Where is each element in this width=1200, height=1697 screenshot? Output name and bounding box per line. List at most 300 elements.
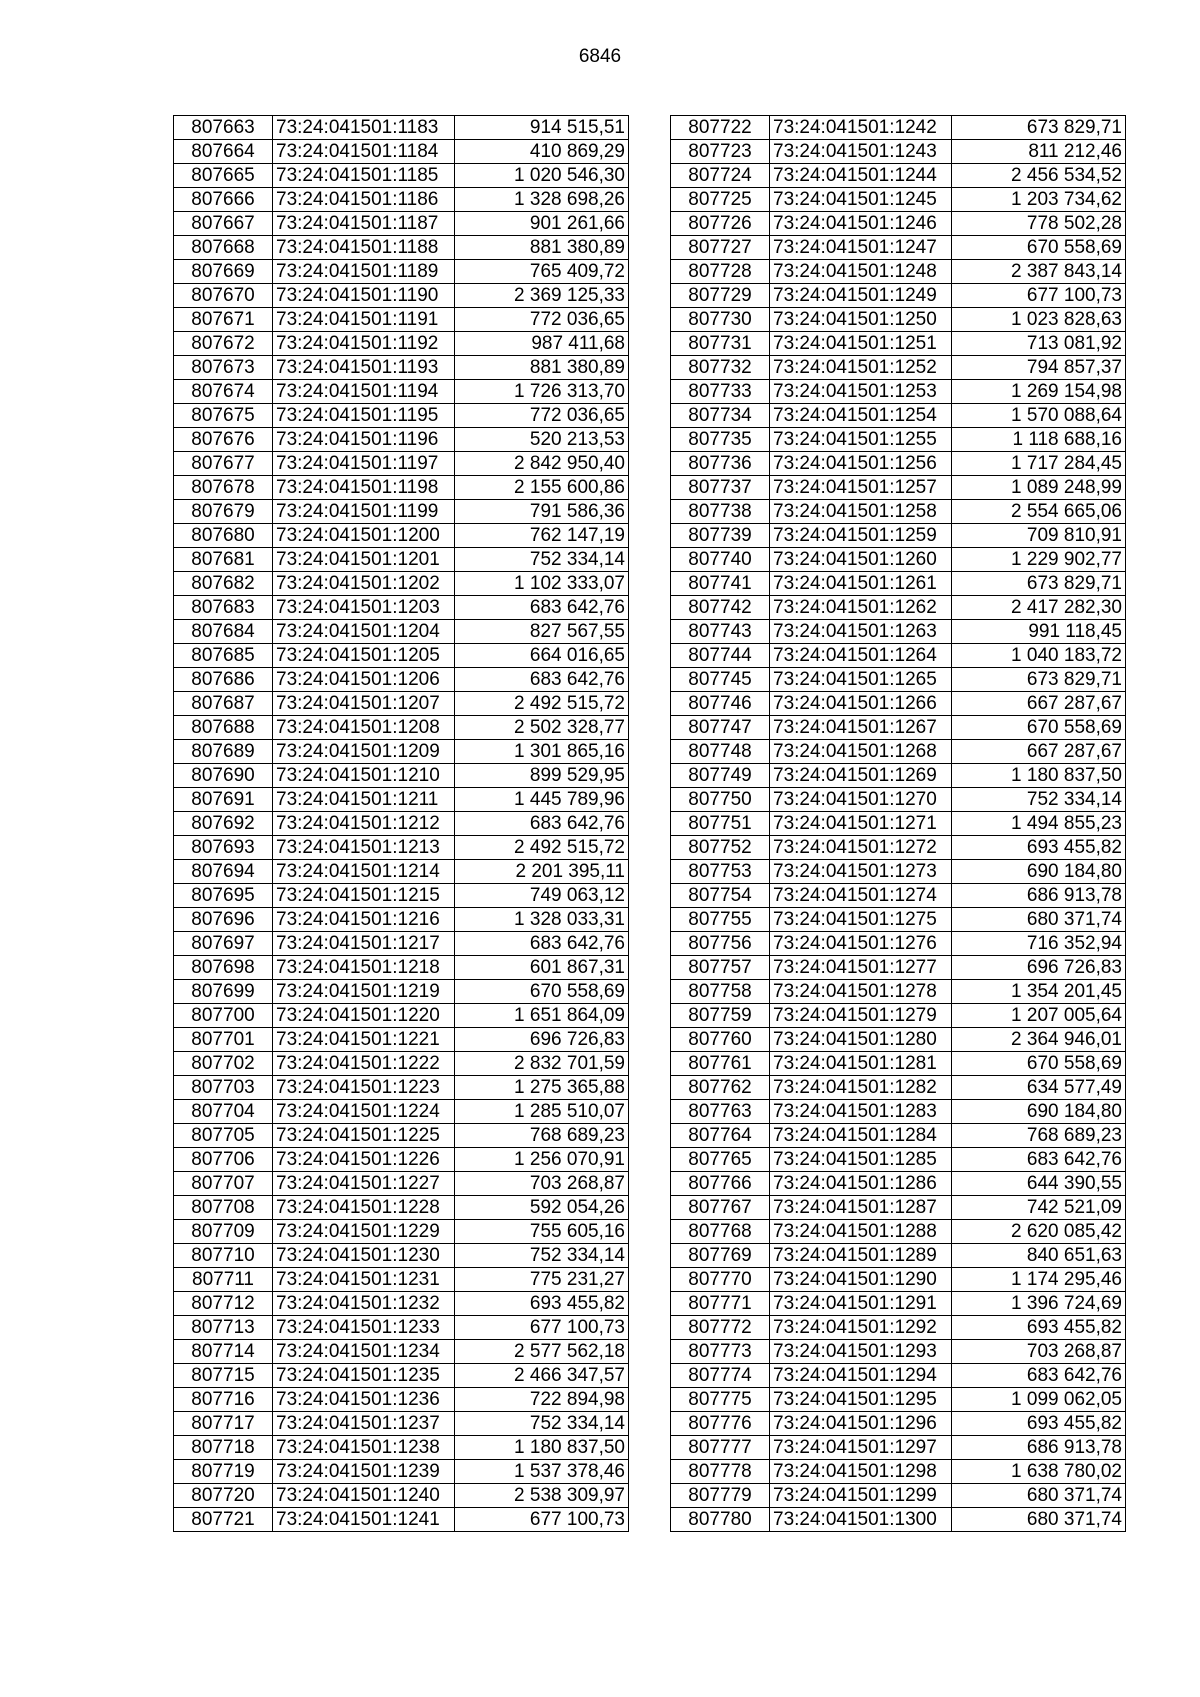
- value-cell: 775 231,27: [455, 1268, 629, 1292]
- row-number-cell: 807664: [174, 140, 273, 164]
- value-cell: 1 396 724,69: [952, 1292, 1126, 1316]
- table-row: [671, 596, 1126, 620]
- table-row: [174, 1196, 629, 1220]
- row-number-cell: 807723: [671, 140, 770, 164]
- cadastral-number-cell: 73:24:041501:1260: [770, 548, 952, 572]
- row-number-cell: 807765: [671, 1148, 770, 1172]
- cadastral-number-cell: 73:24:041501:1263: [770, 620, 952, 644]
- value-cell: 1 040 183,72: [952, 644, 1126, 668]
- value-cell: 2 155 600,86: [455, 476, 629, 500]
- cadastral-number-cell: 73:24:041501:1189: [273, 260, 455, 284]
- value-cell: 749 063,12: [455, 884, 629, 908]
- row-number-cell: 807689: [174, 740, 273, 764]
- value-cell: 2 620 085,42: [952, 1220, 1126, 1244]
- row-number-cell: 807728: [671, 260, 770, 284]
- row-number-cell: 807736: [671, 452, 770, 476]
- cadastral-number-cell: 73:24:041501:1267: [770, 716, 952, 740]
- value-cell: 673 829,71: [952, 116, 1126, 140]
- row-number-cell: 807668: [174, 236, 273, 260]
- value-cell: 752 334,14: [455, 548, 629, 572]
- cadastral-number-cell: 73:24:041501:1212: [273, 812, 455, 836]
- value-cell: 794 857,37: [952, 356, 1126, 380]
- table-row: [174, 476, 629, 500]
- table-row: [174, 1388, 629, 1412]
- cadastral-number-cell: 73:24:041501:1279: [770, 1004, 952, 1028]
- cadastral-number-cell: 73:24:041501:1257: [770, 476, 952, 500]
- row-number-cell: 807680: [174, 524, 273, 548]
- value-cell: 693 455,82: [952, 1316, 1126, 1340]
- table-row: [671, 788, 1126, 812]
- table-row: [174, 788, 629, 812]
- cadastral-number-cell: 73:24:041501:1202: [273, 572, 455, 596]
- cadastral-number-cell: 73:24:041501:1198: [273, 476, 455, 500]
- cadastral-number-cell: 73:24:041501:1277: [770, 956, 952, 980]
- row-number-cell: 807669: [174, 260, 273, 284]
- row-number-cell: 807741: [671, 572, 770, 596]
- value-cell: 752 334,14: [455, 1244, 629, 1268]
- row-number-cell: 807734: [671, 404, 770, 428]
- value-cell: 772 036,65: [455, 404, 629, 428]
- row-number-cell: 807725: [671, 188, 770, 212]
- cadastral-number-cell: 73:24:041501:1232: [273, 1292, 455, 1316]
- cadastral-number-cell: 73:24:041501:1240: [273, 1484, 455, 1508]
- cadastral-number-cell: 73:24:041501:1213: [273, 836, 455, 860]
- row-number-cell: 807739: [671, 524, 770, 548]
- value-cell: 686 913,78: [952, 884, 1126, 908]
- cadastral-number-cell: 73:24:041501:1288: [770, 1220, 952, 1244]
- value-cell: 1 269 154,98: [952, 380, 1126, 404]
- value-cell: 1 494 855,23: [952, 812, 1126, 836]
- table-row: [671, 932, 1126, 956]
- row-number-cell: 807780: [671, 1508, 770, 1532]
- table-row: [671, 332, 1126, 356]
- cadastral-number-cell: 73:24:041501:1298: [770, 1460, 952, 1484]
- row-number-cell: 807759: [671, 1004, 770, 1028]
- cadastral-number-cell: 73:24:041501:1184: [273, 140, 455, 164]
- value-cell: 1 328 033,31: [455, 908, 629, 932]
- cadastral-number-cell: 73:24:041501:1218: [273, 956, 455, 980]
- cadastral-number-cell: 73:24:041501:1199: [273, 500, 455, 524]
- value-cell: 1 099 062,05: [952, 1388, 1126, 1412]
- table-row: [174, 740, 629, 764]
- cadastral-number-cell: 73:24:041501:1207: [273, 692, 455, 716]
- table-row: [671, 908, 1126, 932]
- value-cell: 1 651 864,09: [455, 1004, 629, 1028]
- value-cell: 2 387 843,14: [952, 260, 1126, 284]
- cadastral-number-cell: 73:24:041501:1278: [770, 980, 952, 1004]
- table-row: [671, 1220, 1126, 1244]
- row-number-cell: 807674: [174, 380, 273, 404]
- row-number-cell: 807714: [174, 1340, 273, 1364]
- row-number-cell: 807686: [174, 668, 273, 692]
- row-number-cell: 807708: [174, 1196, 273, 1220]
- value-cell: 768 689,23: [455, 1124, 629, 1148]
- cadastral-number-cell: 73:24:041501:1193: [273, 356, 455, 380]
- value-cell: 1 020 546,30: [455, 164, 629, 188]
- value-cell: 693 455,82: [952, 1412, 1126, 1436]
- value-cell: 2 364 946,01: [952, 1028, 1126, 1052]
- row-number-cell: 807774: [671, 1364, 770, 1388]
- row-number-cell: 807670: [174, 284, 273, 308]
- value-cell: 2 456 534,52: [952, 164, 1126, 188]
- row-number-cell: 807663: [174, 116, 273, 140]
- table-row: [174, 1052, 629, 1076]
- row-number-cell: 807671: [174, 308, 273, 332]
- value-cell: 667 287,67: [952, 692, 1126, 716]
- value-cell: 987 411,68: [455, 332, 629, 356]
- row-number-cell: 807732: [671, 356, 770, 380]
- value-cell: 1 726 313,70: [455, 380, 629, 404]
- table-row: [671, 1436, 1126, 1460]
- table-row: [174, 884, 629, 908]
- cadastral-number-cell: 73:24:041501:1281: [770, 1052, 952, 1076]
- cadastral-number-cell: 73:24:041501:1210: [273, 764, 455, 788]
- table-row: [174, 956, 629, 980]
- table-row: [671, 116, 1126, 140]
- row-number-cell: 807677: [174, 452, 273, 476]
- table-row: [671, 1364, 1126, 1388]
- table-row: [174, 1004, 629, 1028]
- row-number-cell: 807760: [671, 1028, 770, 1052]
- value-cell: 2 538 309,97: [455, 1484, 629, 1508]
- row-number-cell: 807743: [671, 620, 770, 644]
- cadastral-number-cell: 73:24:041501:1245: [770, 188, 952, 212]
- table-row: [671, 980, 1126, 1004]
- table-row: [174, 716, 629, 740]
- value-cell: 752 334,14: [952, 788, 1126, 812]
- value-cell: 1 638 780,02: [952, 1460, 1126, 1484]
- row-number-cell: 807768: [671, 1220, 770, 1244]
- value-cell: 1 445 789,96: [455, 788, 629, 812]
- row-number-cell: 807683: [174, 596, 273, 620]
- row-number-cell: 807748: [671, 740, 770, 764]
- cadastral-number-cell: 73:24:041501:1204: [273, 620, 455, 644]
- cadastral-number-cell: 73:24:041501:1223: [273, 1076, 455, 1100]
- cadastral-number-cell: 73:24:041501:1222: [273, 1052, 455, 1076]
- table-row: [174, 404, 629, 428]
- cadastral-number-cell: 73:24:041501:1188: [273, 236, 455, 260]
- cadastral-number-cell: 73:24:041501:1216: [273, 908, 455, 932]
- value-cell: 664 016,65: [455, 644, 629, 668]
- table-row: [174, 140, 629, 164]
- table-row: [174, 860, 629, 884]
- cadastral-number-cell: 73:24:041501:1220: [273, 1004, 455, 1028]
- table-row: [174, 284, 629, 308]
- cadastral-number-cell: 73:24:041501:1269: [770, 764, 952, 788]
- value-cell: 1 328 698,26: [455, 188, 629, 212]
- registry-table-left: [173, 115, 629, 1532]
- value-cell: 670 558,69: [952, 1052, 1126, 1076]
- row-number-cell: 807718: [174, 1436, 273, 1460]
- cadastral-number-cell: 73:24:041501:1296: [770, 1412, 952, 1436]
- table-row: [671, 1124, 1126, 1148]
- row-number-cell: 807753: [671, 860, 770, 884]
- value-cell: 703 268,87: [952, 1340, 1126, 1364]
- table-row: [671, 1004, 1126, 1028]
- cadastral-number-cell: 73:24:041501:1293: [770, 1340, 952, 1364]
- row-number-cell: 807773: [671, 1340, 770, 1364]
- cadastral-number-cell: 73:24:041501:1234: [273, 1340, 455, 1364]
- value-cell: 677 100,73: [455, 1508, 629, 1532]
- value-cell: 901 261,66: [455, 212, 629, 236]
- cadastral-number-cell: 73:24:041501:1290: [770, 1268, 952, 1292]
- row-number-cell: 807666: [174, 188, 273, 212]
- row-number-cell: 807744: [671, 644, 770, 668]
- table-row: [174, 1100, 629, 1124]
- row-number-cell: 807763: [671, 1100, 770, 1124]
- row-number-cell: 807766: [671, 1172, 770, 1196]
- cadastral-number-cell: 73:24:041501:1235: [273, 1364, 455, 1388]
- table-row: [671, 1484, 1126, 1508]
- cadastral-number-cell: 73:24:041501:1272: [770, 836, 952, 860]
- table-row: [174, 980, 629, 1004]
- cadastral-number-cell: 73:24:041501:1292: [770, 1316, 952, 1340]
- value-cell: 677 100,73: [952, 284, 1126, 308]
- row-number-cell: 807747: [671, 716, 770, 740]
- row-number-cell: 807682: [174, 572, 273, 596]
- value-cell: 840 651,63: [952, 1244, 1126, 1268]
- cadastral-number-cell: 73:24:041501:1294: [770, 1364, 952, 1388]
- cadastral-number-cell: 73:24:041501:1295: [770, 1388, 952, 1412]
- cadastral-number-cell: 73:24:041501:1200: [273, 524, 455, 548]
- row-number-cell: 807737: [671, 476, 770, 500]
- cadastral-number-cell: 73:24:041501:1274: [770, 884, 952, 908]
- table-row: [174, 644, 629, 668]
- row-number-cell: 807698: [174, 956, 273, 980]
- cadastral-number-cell: 73:24:041501:1209: [273, 740, 455, 764]
- cadastral-number-cell: 73:24:041501:1219: [273, 980, 455, 1004]
- row-number-cell: 807779: [671, 1484, 770, 1508]
- row-number-cell: 807672: [174, 332, 273, 356]
- cadastral-number-cell: 73:24:041501:1203: [273, 596, 455, 620]
- value-cell: 2 502 328,77: [455, 716, 629, 740]
- cadastral-number-cell: 73:24:041501:1265: [770, 668, 952, 692]
- cadastral-number-cell: 73:24:041501:1241: [273, 1508, 455, 1532]
- cadastral-number-cell: 73:24:041501:1236: [273, 1388, 455, 1412]
- row-number-cell: 807727: [671, 236, 770, 260]
- row-number-cell: 807690: [174, 764, 273, 788]
- row-number-cell: 807730: [671, 308, 770, 332]
- value-cell: 1 285 510,07: [455, 1100, 629, 1124]
- row-number-cell: 807722: [671, 116, 770, 140]
- table-row: [174, 620, 629, 644]
- value-cell: 2 417 282,30: [952, 596, 1126, 620]
- value-cell: 696 726,83: [952, 956, 1126, 980]
- cadastral-number-cell: 73:24:041501:1238: [273, 1436, 455, 1460]
- row-number-cell: 807742: [671, 596, 770, 620]
- value-cell: 827 567,55: [455, 620, 629, 644]
- table-row: [671, 476, 1126, 500]
- value-cell: 914 515,51: [455, 116, 629, 140]
- row-number-cell: 807705: [174, 1124, 273, 1148]
- row-number-cell: 807720: [174, 1484, 273, 1508]
- cadastral-number-cell: 73:24:041501:1206: [273, 668, 455, 692]
- table-row: [174, 260, 629, 284]
- cadastral-number-cell: 73:24:041501:1280: [770, 1028, 952, 1052]
- cadastral-number-cell: 73:24:041501:1233: [273, 1316, 455, 1340]
- cadastral-number-cell: 73:24:041501:1217: [273, 932, 455, 956]
- table-row: [174, 332, 629, 356]
- table-row: [671, 1100, 1126, 1124]
- cadastral-number-cell: 73:24:041501:1282: [770, 1076, 952, 1100]
- cadastral-number-cell: 73:24:041501:1289: [770, 1244, 952, 1268]
- table-row: [671, 1508, 1126, 1532]
- value-cell: 673 829,71: [952, 668, 1126, 692]
- row-number-cell: 807761: [671, 1052, 770, 1076]
- table-row: [671, 740, 1126, 764]
- table-row: [671, 572, 1126, 596]
- cadastral-number-cell: 73:24:041501:1208: [273, 716, 455, 740]
- row-number-cell: 807679: [174, 500, 273, 524]
- value-cell: 716 352,94: [952, 932, 1126, 956]
- value-cell: 2 466 347,57: [455, 1364, 629, 1388]
- cadastral-number-cell: 73:24:041501:1196: [273, 428, 455, 452]
- row-number-cell: 807712: [174, 1292, 273, 1316]
- table-row: [671, 1148, 1126, 1172]
- value-cell: 644 390,55: [952, 1172, 1126, 1196]
- value-cell: 670 558,69: [952, 716, 1126, 740]
- cadastral-number-cell: 73:24:041501:1231: [273, 1268, 455, 1292]
- row-number-cell: 807762: [671, 1076, 770, 1100]
- page-number: 6846: [578, 46, 622, 67]
- value-cell: 592 054,26: [455, 1196, 629, 1220]
- cadastral-number-cell: 73:24:041501:1287: [770, 1196, 952, 1220]
- value-cell: 683 642,76: [952, 1364, 1126, 1388]
- table-row: [671, 212, 1126, 236]
- row-number-cell: 807673: [174, 356, 273, 380]
- cadastral-number-cell: 73:24:041501:1246: [770, 212, 952, 236]
- table-row: [671, 380, 1126, 404]
- row-number-cell: 807695: [174, 884, 273, 908]
- value-cell: 2 842 950,40: [455, 452, 629, 476]
- row-number-cell: 807726: [671, 212, 770, 236]
- table-row: [671, 1460, 1126, 1484]
- table-row: [174, 212, 629, 236]
- table-row: [671, 140, 1126, 164]
- table-row: [174, 452, 629, 476]
- value-cell: 634 577,49: [952, 1076, 1126, 1100]
- value-cell: 2 832 701,59: [455, 1052, 629, 1076]
- row-number-cell: 807777: [671, 1436, 770, 1460]
- value-cell: 2 369 125,33: [455, 284, 629, 308]
- table-row: [671, 1076, 1126, 1100]
- row-number-cell: 807758: [671, 980, 770, 1004]
- table-row: [174, 1412, 629, 1436]
- row-number-cell: 807756: [671, 932, 770, 956]
- value-cell: 713 081,92: [952, 332, 1126, 356]
- value-cell: 1 203 734,62: [952, 188, 1126, 212]
- table-row: [174, 1244, 629, 1268]
- row-number-cell: 807703: [174, 1076, 273, 1100]
- row-number-cell: 807684: [174, 620, 273, 644]
- table-row: [174, 236, 629, 260]
- cadastral-number-cell: 73:24:041501:1229: [273, 1220, 455, 1244]
- row-number-cell: 807754: [671, 884, 770, 908]
- table-row: [174, 524, 629, 548]
- value-cell: 1 207 005,64: [952, 1004, 1126, 1028]
- value-cell: 680 371,74: [952, 908, 1126, 932]
- cadastral-number-cell: 73:24:041501:1254: [770, 404, 952, 428]
- cadastral-number-cell: 73:24:041501:1268: [770, 740, 952, 764]
- row-number-cell: 807716: [174, 1388, 273, 1412]
- table-row: [671, 284, 1126, 308]
- value-cell: 673 829,71: [952, 572, 1126, 596]
- cadastral-number-cell: 73:24:041501:1299: [770, 1484, 952, 1508]
- table-row: [174, 1436, 629, 1460]
- cadastral-number-cell: 73:24:041501:1228: [273, 1196, 455, 1220]
- cadastral-number-cell: 73:24:041501:1191: [273, 308, 455, 332]
- cadastral-number-cell: 73:24:041501:1259: [770, 524, 952, 548]
- value-cell: 791 586,36: [455, 500, 629, 524]
- value-cell: 690 184,80: [952, 1100, 1126, 1124]
- row-number-cell: 807733: [671, 380, 770, 404]
- table-row: [174, 1148, 629, 1172]
- row-number-cell: 807685: [174, 644, 273, 668]
- value-cell: 772 036,65: [455, 308, 629, 332]
- table-row: [174, 764, 629, 788]
- cadastral-number-cell: 73:24:041501:1270: [770, 788, 952, 812]
- value-cell: 991 118,45: [952, 620, 1126, 644]
- row-number-cell: 807707: [174, 1172, 273, 1196]
- table-row: [174, 188, 629, 212]
- table-row: [671, 1244, 1126, 1268]
- row-number-cell: 807687: [174, 692, 273, 716]
- table-row: [671, 860, 1126, 884]
- row-number-cell: 807752: [671, 836, 770, 860]
- row-number-cell: 807696: [174, 908, 273, 932]
- table-row: [174, 164, 629, 188]
- cadastral-number-cell: 73:24:041501:1242: [770, 116, 952, 140]
- row-number-cell: 807709: [174, 1220, 273, 1244]
- cadastral-number-cell: 73:24:041501:1251: [770, 332, 952, 356]
- cadastral-number-cell: 73:24:041501:1185: [273, 164, 455, 188]
- row-number-cell: 807719: [174, 1460, 273, 1484]
- value-cell: 601 867,31: [455, 956, 629, 980]
- row-number-cell: 807711: [174, 1268, 273, 1292]
- table-row: [174, 1316, 629, 1340]
- table-row: [671, 524, 1126, 548]
- table-row: [671, 1316, 1126, 1340]
- cadastral-number-cell: 73:24:041501:1194: [273, 380, 455, 404]
- table-row: [174, 908, 629, 932]
- value-cell: 1 089 248,99: [952, 476, 1126, 500]
- row-number-cell: 807717: [174, 1412, 273, 1436]
- row-number-cell: 807771: [671, 1292, 770, 1316]
- table-row: [671, 1052, 1126, 1076]
- cadastral-number-cell: 73:24:041501:1221: [273, 1028, 455, 1052]
- value-cell: 683 642,76: [455, 668, 629, 692]
- cadastral-number-cell: 73:24:041501:1273: [770, 860, 952, 884]
- row-number-cell: 807706: [174, 1148, 273, 1172]
- value-cell: 696 726,83: [455, 1028, 629, 1052]
- value-cell: 1 537 378,46: [455, 1460, 629, 1484]
- table-row: [671, 1268, 1126, 1292]
- cadastral-number-cell: 73:24:041501:1286: [770, 1172, 952, 1196]
- value-cell: 1 301 865,16: [455, 740, 629, 764]
- table-row: [174, 1124, 629, 1148]
- row-number-cell: 807710: [174, 1244, 273, 1268]
- value-cell: 742 521,09: [952, 1196, 1126, 1220]
- row-number-cell: 807721: [174, 1508, 273, 1532]
- value-cell: 1 229 902,77: [952, 548, 1126, 572]
- row-number-cell: 807746: [671, 692, 770, 716]
- cadastral-number-cell: 73:24:041501:1284: [770, 1124, 952, 1148]
- value-cell: 768 689,23: [952, 1124, 1126, 1148]
- cadastral-number-cell: 73:24:041501:1252: [770, 356, 952, 380]
- cadastral-number-cell: 73:24:041501:1261: [770, 572, 952, 596]
- value-cell: 811 212,46: [952, 140, 1126, 164]
- table-row: [174, 836, 629, 860]
